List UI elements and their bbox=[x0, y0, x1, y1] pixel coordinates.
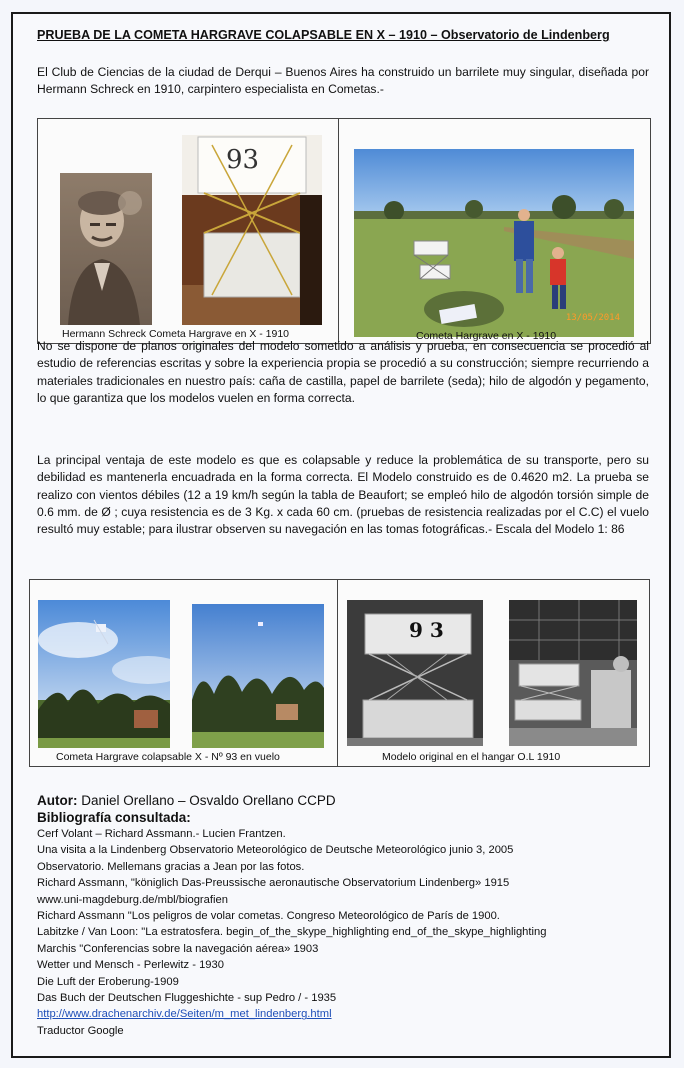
panel-divider bbox=[338, 119, 339, 343]
author-names: Daniel Orellano – Osvaldo Orellano CCPD bbox=[77, 793, 336, 808]
portrait-photo bbox=[60, 173, 152, 325]
page-title: PRUEBA DE LA COMETA HARGRAVE COLAPSABLE EN X – 1910 – Observatorio de Lindenberg bbox=[37, 28, 610, 42]
bibliography-item: Una visita a la Lindenberg Observatorio Meteorológico de Deutsche Meteorológico junio 3, 2005 bbox=[37, 844, 514, 857]
bibliography-item: Richard Assmann "Los peligros de volar cometas. Congreso Meteorológico de París de 1900. bbox=[37, 910, 500, 923]
flight-photo-2 bbox=[192, 604, 324, 748]
caption-portrait-kite: Hermann Schreck Cometa Hargrave en X - 1910 bbox=[62, 328, 290, 340]
hangar-photo bbox=[509, 600, 637, 746]
paragraph-planos: No se dispone de planos originales del modelo sometido a análisis y prueba, en consecuencia se procedió al estudio de referencias escritas y sobre la experiencia propia se procedió a su construcción; siempre recurriendo a materiales tradicionales en nuestro país: caña de castilla, papel de barrilete (seda); hilo de algodón y pegamento, lo que garantiza que los modelos vuelen en forma correcta. bbox=[37, 339, 649, 405]
page-frame bbox=[11, 12, 671, 1058]
caption-hangar: Modelo original en el hangar O.L 1910 bbox=[382, 751, 561, 763]
kite-number-label: 93 bbox=[226, 145, 260, 175]
intro-paragraph: El Club de Ciencias de la ciudad de Derqui – Buenos Aires ha construido un barrilete muy singular, diseñada por Hermann Schreck en 1910, carpintero especialista en Cometas.- bbox=[37, 65, 649, 97]
bibliography-item: Das Buch der Deutschen Fluggeshichte - sup Pedro / - 1935 bbox=[37, 992, 337, 1005]
caption-field-kite: Cometa Hargrave en X - 1910 bbox=[416, 330, 557, 342]
bibliography-item: Traductor Google bbox=[37, 1024, 124, 1037]
bibliography-item: Observatorio. Mellemans gracias a Jean por las fotos. bbox=[37, 860, 305, 873]
bibliography-section bbox=[37, 792, 657, 1039]
bibliography-list bbox=[37, 826, 657, 1039]
bibliography-item: Marchis "Conferencias sobre la navegación aérea» 1903 bbox=[37, 942, 319, 955]
drachenarchiv-link[interactable]: http://www.drachenarchiv.de/Seiten/m_met_lindenberg.html bbox=[37, 1008, 332, 1021]
bibliography-item: Richard Assmann, "königlich Das-Preussische aeronautische Observatorium Lindenberg» 1915 bbox=[37, 877, 510, 890]
paragraph-ventaja: La principal ventaja de este modelo es que es colapsable y reduce la problemática de su transporte, pero su debilidad es mantenerla encuadrada en la forma correcta. El Modelo construido es de 0.4620 m2. La prueba se realizo con vientos débiles (12 a 19 km/h según la tabla de Beaufort; se empleó hilo de algodón torsión simple de 0.6 mm. de Ø ; cuya resistencia es de 3 Kg. x cada 60 cm. (pruebas de resistencia realizadas por el C.C) el vuelo resultó muy estable; para ilustrar observen su navegación en las tomas fotográficas.- Escala del Modelo 1: 86 bbox=[37, 453, 649, 537]
kite-indoor-photo bbox=[182, 135, 322, 325]
bibliography-item: Labitzke / Van Loon: "La estratosfera. begin_of_the_skype_highlighting end_of_the_skype_highlighting bbox=[37, 926, 547, 939]
date-stamp: 13/05/2014 bbox=[565, 313, 620, 323]
bibliography-item: Die Luft der Eroberung-1909 bbox=[37, 975, 179, 988]
panel-divider bbox=[337, 580, 338, 766]
field-test-photo bbox=[354, 149, 634, 337]
original-model-photo bbox=[347, 600, 483, 746]
author-label: Autor: bbox=[37, 793, 78, 808]
bottom-photo-panel bbox=[29, 579, 650, 767]
bibliography-item: Wetter und Mensch - Perlewitz - 1930 bbox=[37, 959, 224, 972]
bibliography-item: www.uni-magdeburg.de/mbl/biografien bbox=[37, 893, 228, 906]
bibliography-heading: Bibliografía consultada: bbox=[37, 810, 191, 825]
author-line bbox=[37, 792, 657, 809]
top-photo-panel bbox=[37, 118, 651, 344]
model-number-label: 9 3 bbox=[409, 618, 444, 642]
caption-flight: Cometa Hargrave colapsable X - Nº 93 en vuelo bbox=[56, 751, 280, 763]
bibliography-item: Cerf Volant – Richard Assmann.- Lucien Frantzen. bbox=[37, 828, 286, 840]
flight-photo-1 bbox=[38, 600, 170, 748]
